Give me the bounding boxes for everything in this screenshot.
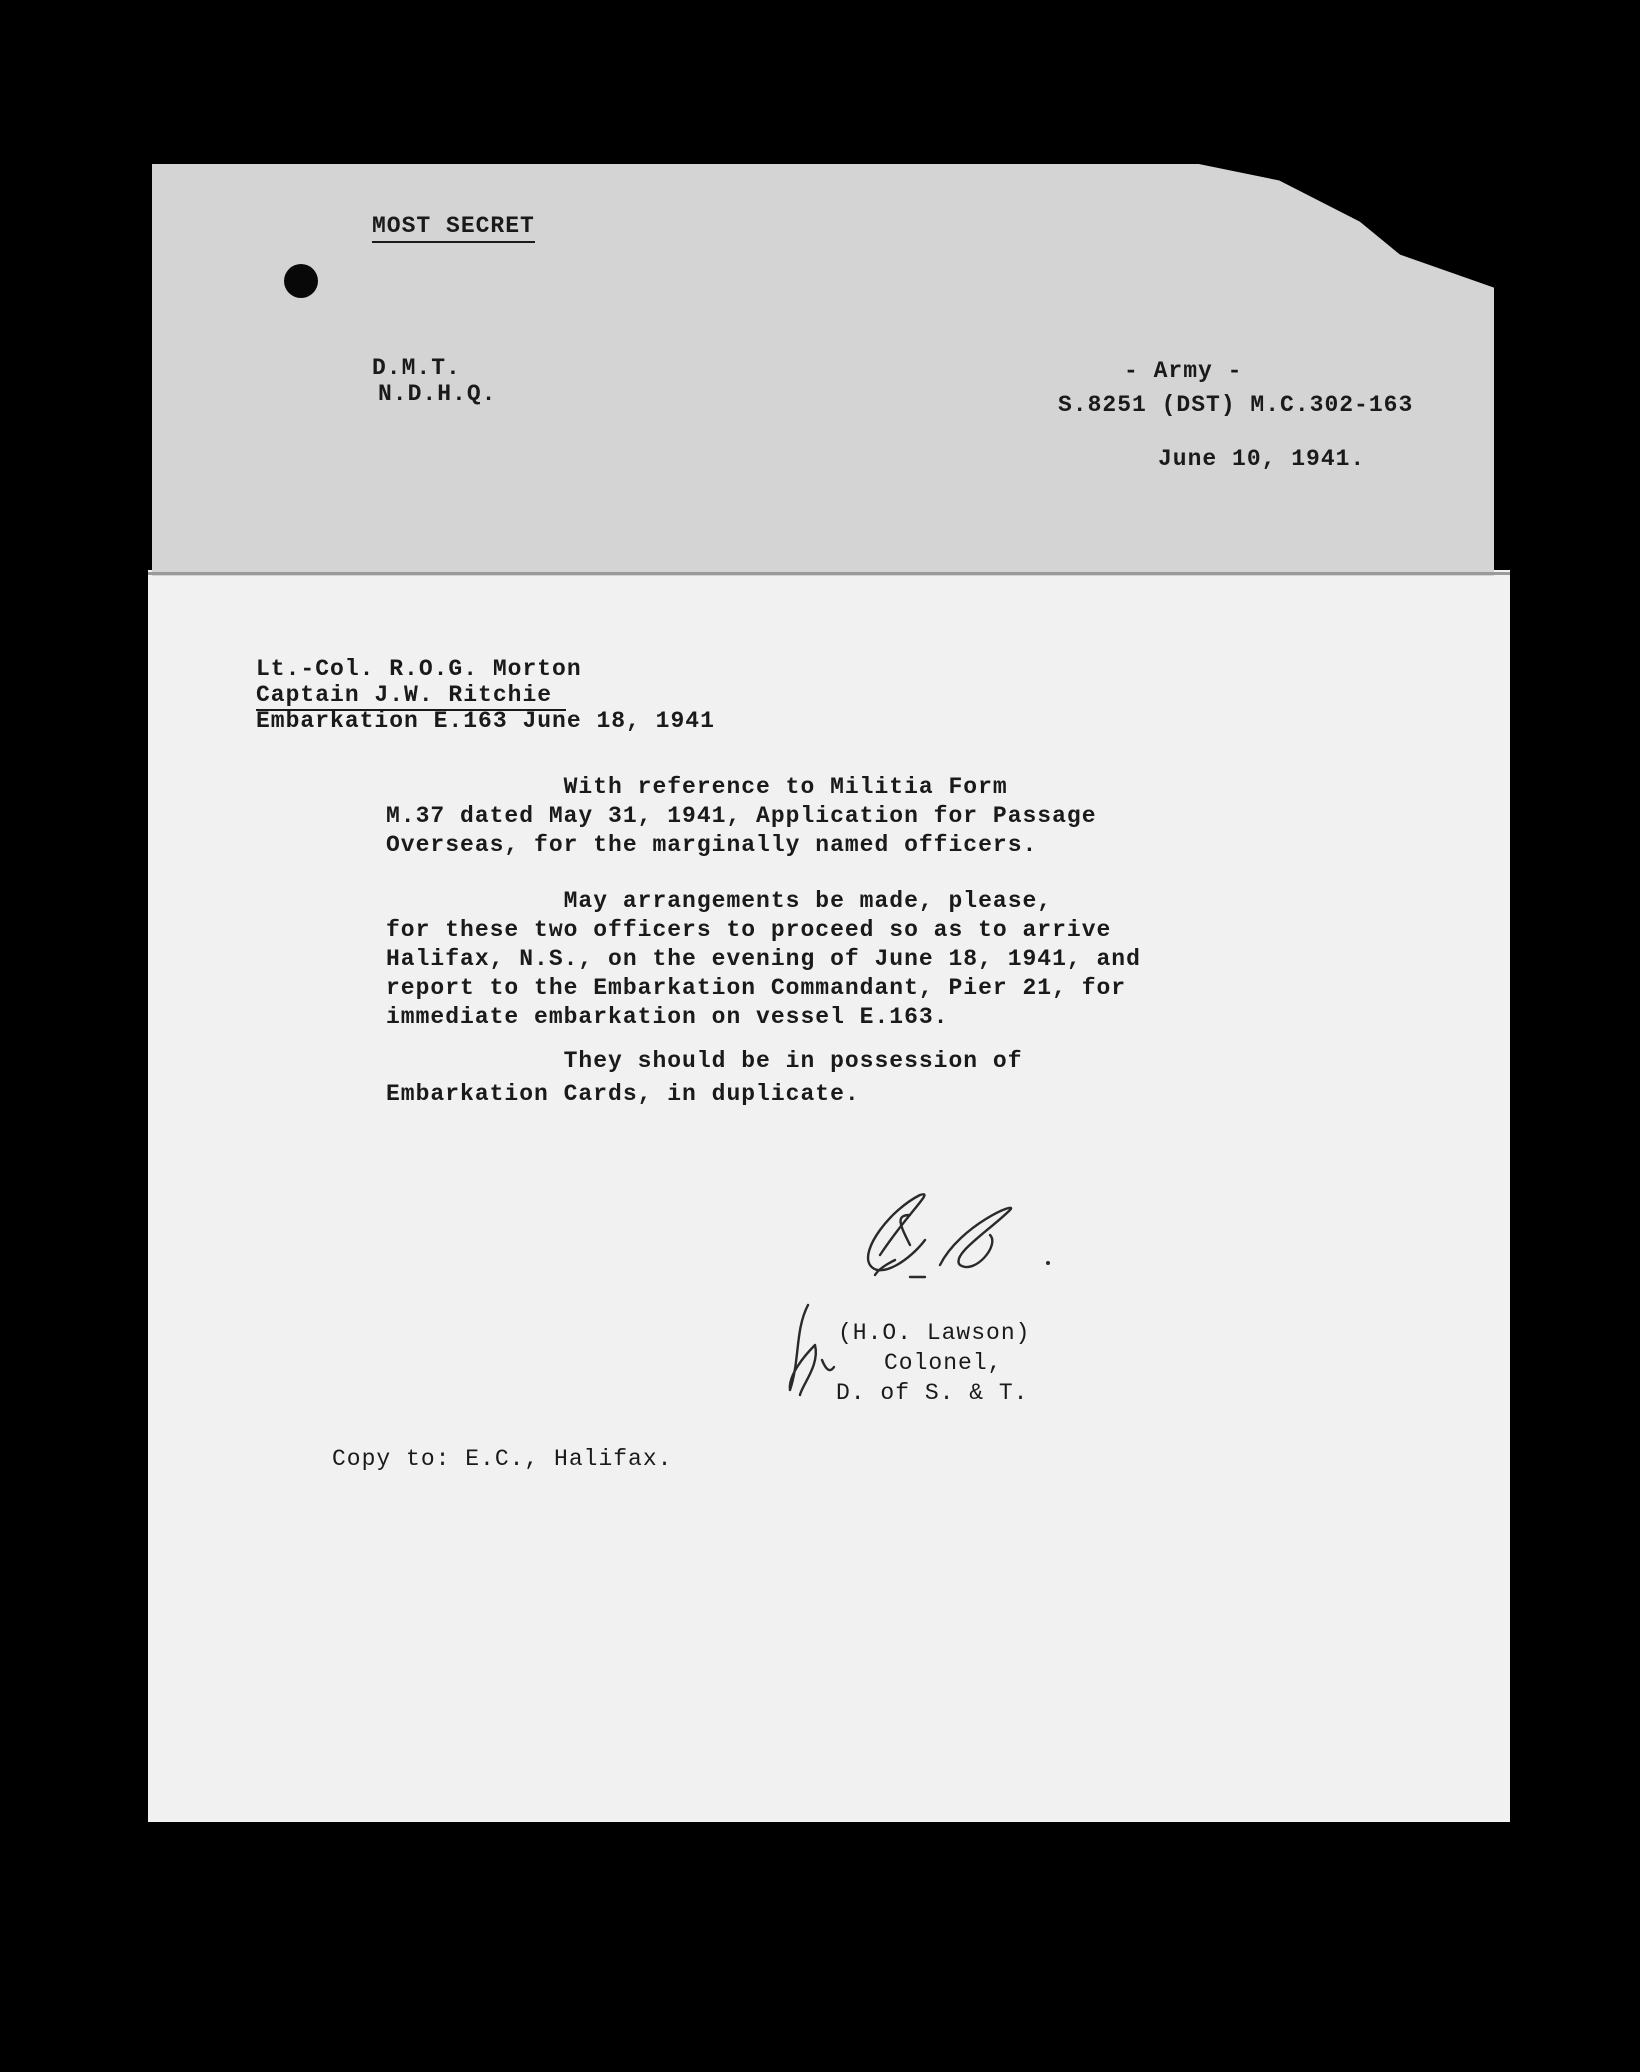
fold-line — [148, 572, 1510, 575]
subject-line-3: Embarkation E.163 June 18, 1941 — [256, 708, 715, 734]
paragraph-line: Embarkation Cards, in duplicate. — [386, 1081, 860, 1107]
paragraph-line: May arrangements be made, please, — [386, 888, 1053, 914]
signatory-rank: Colonel, — [884, 1350, 1003, 1376]
paragraph-line: for these two officers to proceed so as to arrive — [386, 917, 1112, 943]
paragraph-line: Overseas, for the marginally named officers. — [386, 832, 1038, 858]
classification-heading: MOST SECRET — [372, 213, 535, 243]
paragraph-line: They should be in possession of — [386, 1048, 1023, 1074]
subject-line-2: Captain J.W. Ritchie — [256, 682, 566, 711]
addressee-line-2: N.D.H.Q. — [378, 381, 497, 407]
file-reference: S.8251 (DST) M.C.302-163 — [1058, 392, 1414, 418]
service-label: - Army - — [1124, 358, 1243, 384]
paragraph-line: immediate embarkation on vessel E.163. — [386, 1004, 949, 1030]
paragraph-line: Halifax, N.S., on the evening of June 18, 1941, and — [386, 946, 1141, 972]
subject-line-1: Lt.-Col. R.O.G. Morton — [256, 656, 582, 682]
signatory-name: (H.O. Lawson) — [838, 1320, 1031, 1346]
paragraph-line: With reference to Militia Form — [386, 774, 1008, 800]
addressee-line-1: D.M.T. — [372, 355, 461, 381]
paragraph-line: report to the Embarkation Commandant, Pier 21, for — [386, 975, 1127, 1001]
punch-hole — [284, 264, 318, 298]
paragraph-line: M.37 dated May 31, 1941, Application for Passage — [386, 803, 1097, 829]
letter-date: June 10, 1941. — [1158, 446, 1366, 472]
signatory-office: D. of S. & T. — [836, 1380, 1029, 1406]
folded-header-flap — [152, 164, 1494, 576]
copy-to-line: Copy to: E.C., Halifax. — [332, 1446, 673, 1472]
